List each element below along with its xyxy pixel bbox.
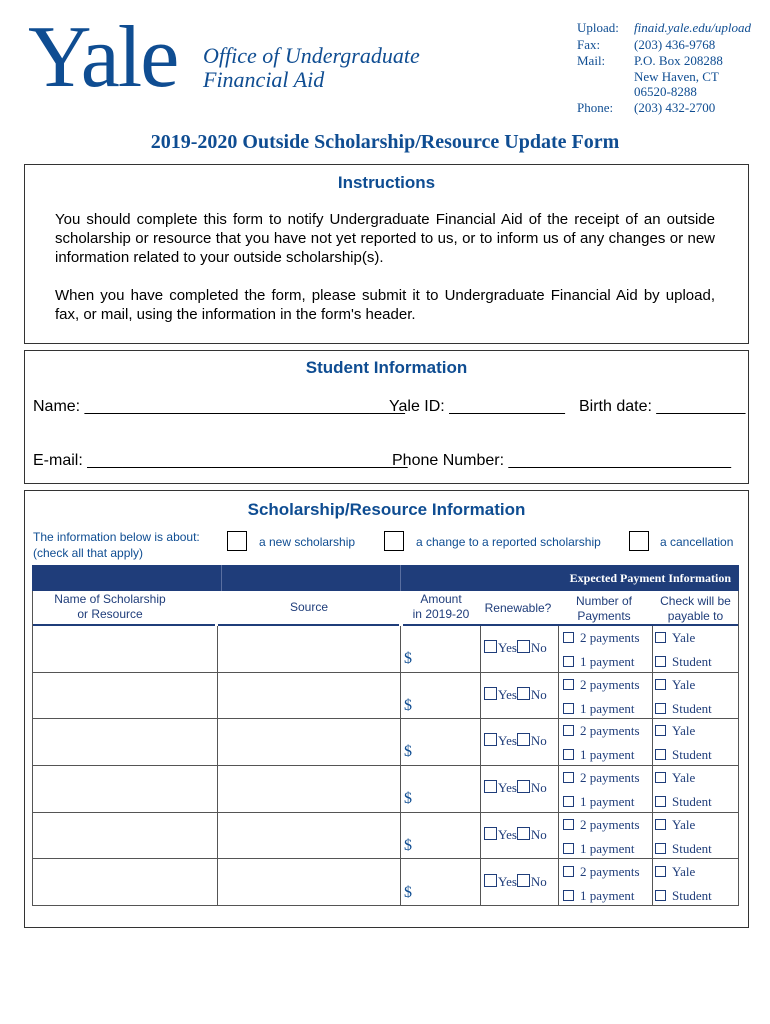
checkbox[interactable] xyxy=(655,866,666,877)
upload-label: Upload: xyxy=(577,20,619,35)
table-row xyxy=(32,673,739,720)
checkbox[interactable] xyxy=(655,679,666,690)
checkbox[interactable] xyxy=(655,656,666,667)
checkbox[interactable] xyxy=(563,796,574,807)
col-payments-header: Number of Payments xyxy=(575,594,633,623)
no-label: No xyxy=(530,873,547,889)
checkbox[interactable] xyxy=(484,827,497,840)
yes-label: Yes xyxy=(498,780,517,796)
cancellation-checkbox[interactable] xyxy=(629,531,649,551)
checkbox[interactable] xyxy=(655,632,666,643)
payee-yale-label: Yale xyxy=(672,630,696,645)
checkbox[interactable] xyxy=(655,796,666,807)
col-amount-header: Amount in 2019-20 xyxy=(412,592,470,621)
payee-yale-option[interactable] xyxy=(655,770,695,786)
payee-student-option[interactable] xyxy=(655,794,712,810)
checkbox[interactable] xyxy=(517,780,530,793)
one-payment-option[interactable] xyxy=(563,794,635,810)
amount-field[interactable]: $ xyxy=(404,790,412,808)
about-line-1: The information below is about: xyxy=(33,530,200,544)
one-payment-label: 1 payment xyxy=(580,840,635,856)
payee-yale-option[interactable] xyxy=(655,817,695,833)
yes-label: Yes xyxy=(498,826,517,842)
table-row xyxy=(32,626,739,673)
payee-student-option[interactable] xyxy=(655,701,712,717)
yale-id-field[interactable]: _____________ xyxy=(449,398,565,415)
table-row xyxy=(32,860,739,907)
checkbox[interactable] xyxy=(517,874,530,887)
payee-yale-option[interactable] xyxy=(655,723,695,739)
no-label: No xyxy=(530,686,547,702)
amount-field[interactable]: $ xyxy=(404,883,412,901)
change-scholarship-label: a change to a reported scholarship xyxy=(416,535,601,549)
change-scholarship-checkbox[interactable] xyxy=(384,531,404,551)
checkbox[interactable] xyxy=(563,632,574,643)
yes-label: Yes xyxy=(498,640,517,655)
checkbox[interactable] xyxy=(655,819,666,830)
one-payment-label: 1 payment xyxy=(580,654,635,669)
checkbox[interactable] xyxy=(655,749,666,760)
name-row xyxy=(33,398,405,416)
mail-line-1: P.O. Box 208288 xyxy=(634,53,723,68)
checkbox[interactable] xyxy=(563,843,574,854)
checkbox[interactable] xyxy=(563,772,574,783)
yale-logo: Yale xyxy=(28,9,178,106)
instructions-title: Instructions xyxy=(337,173,436,192)
renewable-options xyxy=(484,827,547,843)
checkbox[interactable] xyxy=(563,656,574,667)
checkbox[interactable] xyxy=(655,772,666,783)
checkbox[interactable] xyxy=(655,843,666,854)
phone-row xyxy=(392,452,731,470)
phone-label: Phone Number: xyxy=(392,452,505,469)
name-field[interactable]: ____________________________________ xyxy=(84,398,405,415)
two-payments-label: 2 payments xyxy=(580,723,640,739)
one-payment-option[interactable] xyxy=(563,654,635,670)
col-name-header: Name of Scholarship or Resource xyxy=(54,592,166,621)
email-label: E-mail: xyxy=(33,452,83,469)
new-scholarship-checkbox[interactable] xyxy=(227,531,247,551)
payee-yale-label: Yale xyxy=(672,770,696,786)
phone-number: (203) 432-2700 xyxy=(634,100,716,115)
two-payments-label: 2 payments xyxy=(580,863,640,879)
payee-student-label: Student xyxy=(672,794,712,810)
checkbox[interactable] xyxy=(484,874,497,887)
yes-label: Yes xyxy=(498,686,517,702)
instructions-box xyxy=(24,164,749,344)
no-label: No xyxy=(530,733,547,749)
payee-student-label: Student xyxy=(672,747,712,763)
payee-student-label: Student xyxy=(672,700,712,716)
two-payments-option[interactable] xyxy=(563,677,640,693)
amount-field[interactable]: $ xyxy=(404,650,412,667)
email-field[interactable]: ____________________________________ xyxy=(87,452,408,469)
table-row xyxy=(32,766,739,813)
payee-student-label: Student xyxy=(672,654,712,669)
cancellation-label: a cancellation xyxy=(660,535,734,549)
yale-id-row xyxy=(389,398,565,416)
two-payments-option[interactable] xyxy=(563,770,640,786)
amount-field[interactable]: $ xyxy=(404,836,412,854)
checkbox[interactable] xyxy=(655,890,666,901)
scholarship-title: Scholarship/Resource Information xyxy=(247,500,526,519)
two-payments-option[interactable] xyxy=(563,630,640,646)
checkbox[interactable] xyxy=(563,819,574,830)
renewable-options xyxy=(484,874,547,890)
table-row xyxy=(32,719,739,766)
instructions-paragraph-1: You should complete this form to notify Undergraduate Financial Aid of the receipt of an outside scholarship or resource that you have not yet reported to us, or to inform us of any changes or new information related to your outside scholarship(s). xyxy=(55,211,715,266)
payee-yale-label: Yale xyxy=(672,676,696,692)
fax-number: (203) 436-9768 xyxy=(634,37,716,52)
one-payment-option[interactable] xyxy=(563,841,635,857)
one-payment-label: 1 payment xyxy=(580,794,635,810)
renewable-options xyxy=(484,640,547,656)
new-scholarship-label: a new scholarship xyxy=(259,535,356,549)
payee-student-option[interactable] xyxy=(655,888,712,904)
table-header-bar xyxy=(32,565,739,591)
checkbox[interactable] xyxy=(563,890,574,901)
payee-yale-label: Yale xyxy=(672,863,696,879)
one-payment-option[interactable] xyxy=(563,747,635,763)
checkbox[interactable] xyxy=(517,640,530,653)
checkbox[interactable] xyxy=(484,780,497,793)
payee-yale-label: Yale xyxy=(672,816,696,832)
student-info-title: Student Information xyxy=(305,358,468,377)
phone-field[interactable]: _________________________ xyxy=(508,452,731,469)
office-name xyxy=(203,44,420,92)
checkbox[interactable] xyxy=(484,733,497,746)
checkbox[interactable] xyxy=(484,640,497,653)
payee-student-option[interactable] xyxy=(655,841,712,857)
no-label: No xyxy=(530,780,547,796)
checkbox[interactable] xyxy=(517,733,530,746)
about-line-2: (check all that apply) xyxy=(33,546,144,560)
one-payment-label: 1 payment xyxy=(580,747,635,763)
checkbox[interactable] xyxy=(517,827,530,840)
checkbox[interactable] xyxy=(655,725,666,736)
two-payments-label: 2 payments xyxy=(580,816,640,832)
two-payments-option[interactable] xyxy=(563,817,640,833)
student-info-box xyxy=(24,350,749,484)
checkbox[interactable] xyxy=(655,703,666,714)
checkbox[interactable] xyxy=(563,679,574,690)
checkbox[interactable] xyxy=(517,687,530,700)
payee-yale-option[interactable] xyxy=(655,864,695,880)
form-title: 2019-2020 Outside Scholarship/Resource Update Form xyxy=(150,131,620,153)
payee-student-label: Student xyxy=(672,887,712,903)
one-payment-label: 1 payment xyxy=(580,700,635,716)
two-payments-option[interactable] xyxy=(563,723,640,739)
yes-label: Yes xyxy=(498,733,517,749)
amount-field[interactable]: $ xyxy=(404,743,412,761)
yale-id-label: Yale ID: xyxy=(389,398,445,415)
checkbox[interactable] xyxy=(563,725,574,736)
name-label: Name: xyxy=(33,398,81,415)
birth-date-row xyxy=(579,398,745,416)
yes-label: Yes xyxy=(498,873,517,889)
mail-line-2: New Haven, CT xyxy=(634,69,719,84)
payee-yale-label: Yale xyxy=(672,723,696,739)
office-line-1: Office of Undergraduate xyxy=(203,43,420,68)
col-source-header: Source xyxy=(289,600,329,614)
instructions-paragraph-2: When you have completed the form, please submit it to Undergraduate Financial Aid by upload, fax, or mail, using the information in the form's header. xyxy=(55,287,715,323)
two-payments-label: 2 payments xyxy=(580,770,640,786)
one-payment-option[interactable] xyxy=(563,888,635,904)
one-payment-label: 1 payment xyxy=(580,887,635,903)
payee-student-option[interactable] xyxy=(655,654,712,670)
renewable-options xyxy=(484,733,547,749)
fax-label: Fax: xyxy=(577,37,601,52)
one-payment-option[interactable] xyxy=(563,701,635,717)
two-payments-option[interactable] xyxy=(563,864,640,880)
col-renewable-header: Renewable? xyxy=(484,601,552,615)
checkbox[interactable] xyxy=(484,687,497,700)
renewable-options xyxy=(484,780,547,796)
phone-label: Phone: xyxy=(577,100,614,115)
table-row xyxy=(32,813,739,860)
about-note xyxy=(33,529,200,561)
checkbox[interactable] xyxy=(563,749,574,760)
birth-date-label: Birth date: xyxy=(579,398,652,415)
two-payments-label: 2 payments xyxy=(580,630,640,645)
birth-date-field[interactable]: __________ xyxy=(656,398,746,415)
col-payable-header: Check will be payable to xyxy=(660,594,731,623)
renewable-options xyxy=(484,687,547,703)
mail-label: Mail: xyxy=(577,53,606,68)
no-label: No xyxy=(530,640,547,655)
checkbox[interactable] xyxy=(563,866,574,877)
two-payments-label: 2 payments xyxy=(580,676,640,692)
payee-student-label: Student xyxy=(672,840,712,856)
expected-payment-header: Expected Payment Information xyxy=(569,571,731,585)
payee-yale-option[interactable] xyxy=(655,630,695,646)
amount-field[interactable]: $ xyxy=(404,696,412,714)
upload-url[interactable]: finaid.yale.edu/upload xyxy=(634,20,751,35)
payee-yale-option[interactable] xyxy=(655,677,695,693)
office-line-2: Financial Aid xyxy=(203,67,325,92)
email-row xyxy=(33,452,408,470)
payee-student-option[interactable] xyxy=(655,747,712,763)
mail-line-3: 06520-8288 xyxy=(634,84,697,99)
no-label: No xyxy=(530,826,547,842)
checkbox[interactable] xyxy=(563,703,574,714)
